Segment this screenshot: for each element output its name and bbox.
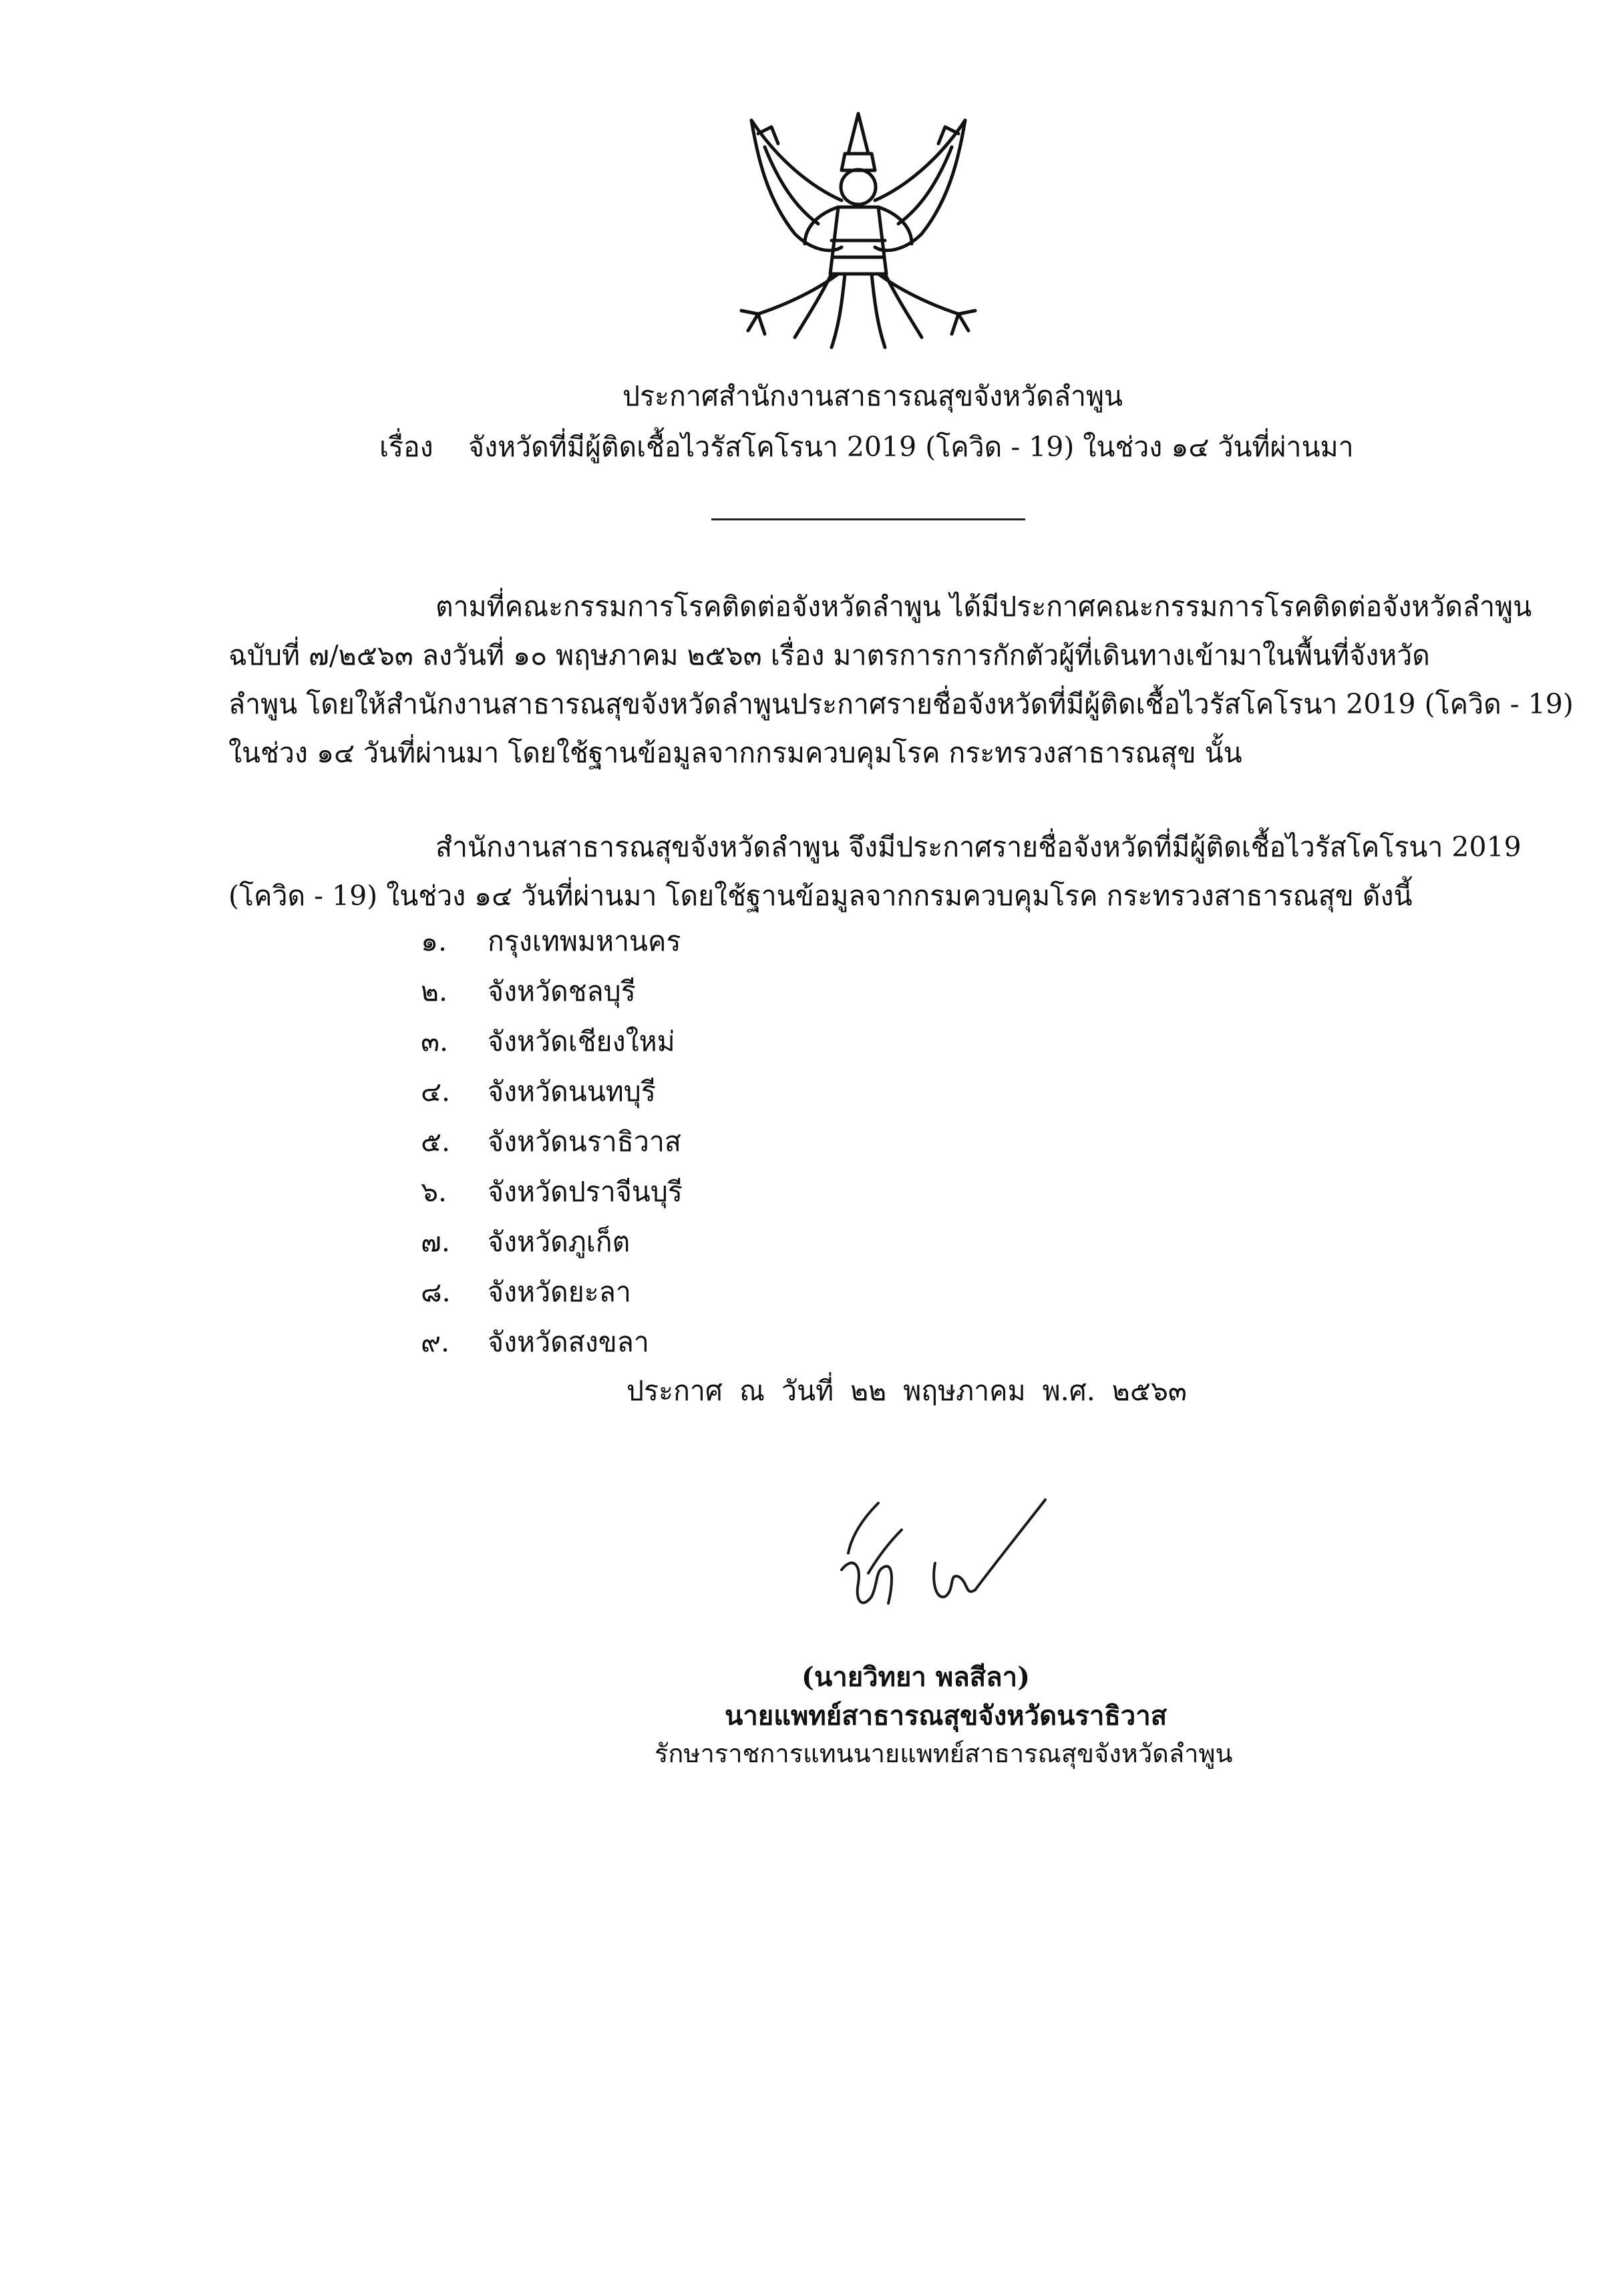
list-item — [421, 917, 683, 967]
paragraph-1 — [228, 583, 1574, 778]
list-item-number: ๗. — [421, 1226, 450, 1258]
list-item-name: จังหวัดยะลา — [488, 1276, 631, 1308]
province-list — [421, 917, 683, 1367]
list-item-name: จังหวัดนนทบุรี — [488, 1076, 656, 1108]
list-item-name: จังหวัดนราธิวาส — [488, 1126, 681, 1158]
list-item-name: จังหวัดภูเก็ต — [488, 1226, 631, 1258]
list-item — [421, 1067, 683, 1117]
list-item-number: ๙. — [421, 1326, 450, 1358]
garuda-emblem — [731, 107, 985, 367]
list-item-name: จังหวัดปราจีนบุรี — [488, 1176, 683, 1208]
paragraph-1-line: ในช่วง ๑๔ วันที่ผ่านมา โดยใช้ฐานข้อมูลจากกรมควบคุมโรค กระทรวงสาธารณสุข นั้น — [228, 737, 1242, 769]
paragraph-2-line: (โควิด - 19) ในช่วง ๑๔ วันที่ผ่านมา โดยใช้ฐานข้อมูลจากกรมควบคุมโรค กระทรวงสาธารณสุข ดังนี้ — [228, 880, 1413, 912]
list-item-name: จังหวัดชลบุรี — [488, 975, 636, 1007]
signatory-acting-title: รักษาราชการแทนนายแพทย์สาธารณสุขจังหวัดลำพูน — [655, 1739, 1233, 1768]
list-item-number: ๑. — [421, 925, 448, 957]
list-item-name: จังหวัดสงขลา — [488, 1326, 649, 1358]
subject-text: จังหวัดที่มีผู้ติดเชื้อไวรัสโคโรนา 2019 (โควิด - 19) ในช่วง ๑๔ วันที่ผ่านมา — [468, 431, 1354, 463]
list-item-number: ๓. — [421, 1025, 449, 1057]
list-item — [421, 1167, 683, 1217]
announcement-date: ประกาศ ณ วันที่ ๒๒ พฤษภาคม พ.ศ. ๒๕๖๓ — [627, 1375, 1187, 1407]
list-item-number: ๘. — [421, 1276, 451, 1308]
announcement-subject — [379, 428, 1354, 466]
list-item — [421, 967, 683, 1017]
list-item-number: ๕. — [421, 1126, 451, 1158]
list-item — [421, 1117, 683, 1167]
list-item-name: กรุงเทพมหานคร — [488, 925, 681, 957]
list-item — [421, 1217, 683, 1267]
list-item-number: ๖. — [421, 1176, 448, 1208]
paragraph-1-line: ฉบับที่ ๗/๒๕๖๓ ลงวันที่ ๑๐ พฤษภาคม ๒๕๖๓ เรื่อง มาตรการการกักตัวผู้ที่เดินทางเข้ามาในพื้นที่จังหวัด — [228, 639, 1430, 671]
title-divider — [711, 518, 1025, 520]
paragraph-1-line: ตามที่คณะกรรมการโรคติดต่อจังหวัดลำพูน ได้มีประกาศคณะกรรมการโรคติดต่อจังหวัดลำพูน — [435, 591, 1532, 623]
list-item-number: ๒. — [421, 975, 448, 1007]
signatory-title: นายแพทย์สาธารณสุขจังหวัดนราธิวาส — [725, 1700, 1168, 1732]
list-item-number: ๔. — [421, 1076, 451, 1108]
paragraph-2 — [228, 823, 1522, 921]
list-item — [421, 1267, 683, 1317]
announcement-title: ประกาศสำนักงานสาธารณสุขจังหวัดลำพูน — [622, 380, 1123, 412]
list-item — [421, 1017, 683, 1067]
paragraph-2-line: สำนักงานสาธารณสุขจังหวัดลำพูน จึงมีประกาศรายชื่อจังหวัดที่มีผู้ติดเชื้อไวรัสโคโรนา 2019 — [435, 831, 1522, 863]
list-item — [421, 1317, 683, 1367]
list-item-name: จังหวัดเชียงใหม่ — [488, 1025, 675, 1057]
paragraph-1-line: ลำพูน โดยให้สำนักงานสาธารณสุขจังหวัดลำพูนประกาศรายชื่อจังหวัดที่มีผู้ติดเชื้อไวรัสโคโรนา 2019 (โควิด - 19) — [228, 688, 1574, 720]
subject-label: เรื่อง — [379, 431, 433, 463]
handwritten-signature — [815, 1490, 1055, 1643]
signatory-name: (นายวิทยา พลสีลา) — [801, 1661, 1031, 1693]
